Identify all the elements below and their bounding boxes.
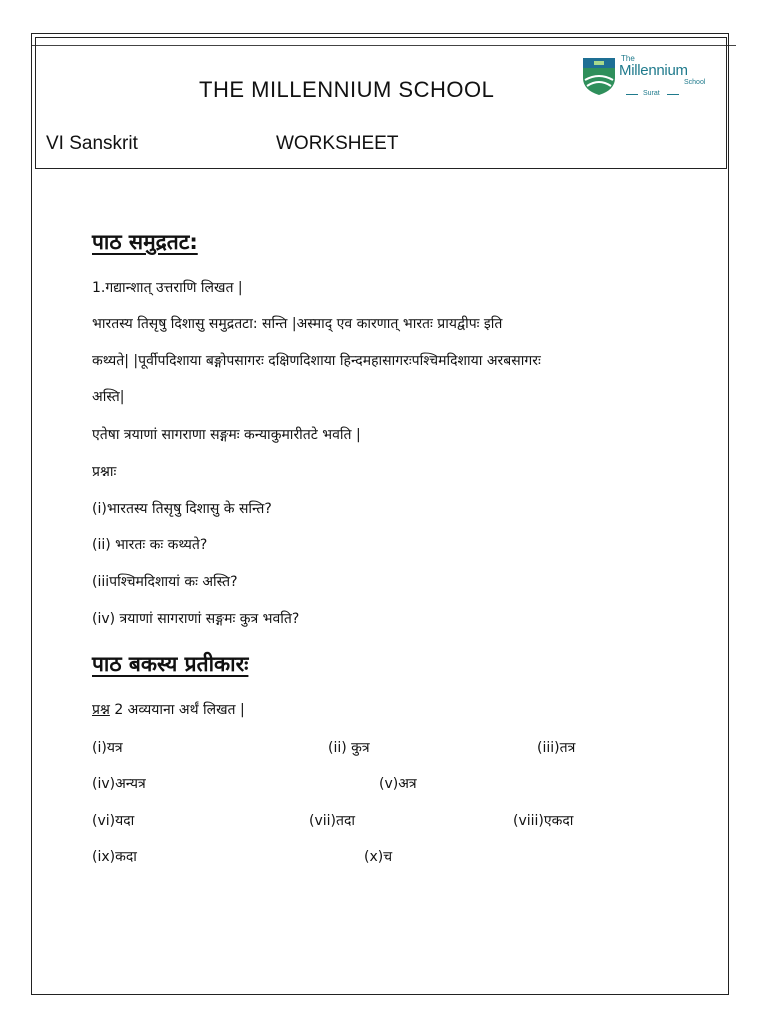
- word-1: (i)यत्र: [92, 740, 123, 756]
- word-2: (ii) कुत्र: [328, 740, 370, 756]
- questions-label: प्रश्नाः: [92, 464, 117, 480]
- logo-name-text: Millennium: [619, 62, 688, 79]
- passage-line-1: भारतस्य तिसृषु दिशासु समुद्रतटा: सन्ति |अस्माद् एव कारणात् भारतः प्रायद्वीपः इति: [92, 316, 503, 332]
- school-logo: [581, 52, 716, 102]
- logo-rule-left: [626, 94, 638, 95]
- section2-heading: पाठ बकस्य प्रतीकारः: [92, 652, 249, 676]
- word-10: (x)च: [364, 849, 393, 865]
- logo-rule-right: [667, 94, 679, 95]
- logo-the-text: The: [621, 54, 635, 63]
- word-5: (v)अत्र: [379, 776, 417, 792]
- section2-question: [92, 700, 245, 719]
- shield-icon: [581, 56, 617, 96]
- question-label: प्रश्न: [92, 702, 110, 718]
- question-4: (iv) त्रयाणां सागराणां सङ्गमः कुत्र भवति?: [92, 611, 300, 627]
- passage-line-3: अस्ति|: [92, 389, 125, 405]
- question-text: 2 अव्ययाना अर्थं लिखत |: [109, 702, 245, 718]
- logo-school-text: School: [684, 79, 706, 86]
- school-title: THE MILLENNIUM SCHOOL: [199, 77, 495, 102]
- worksheet-label: WORKSHEET: [276, 133, 399, 154]
- word-4: (iv)अन्यत्र: [92, 776, 146, 792]
- word-8: (viii)एकदा: [513, 813, 574, 829]
- passage-line-4: एतेषा त्रयाणां सागराणा सङ्गमः कन्याकुमारीतटे भवति |: [92, 427, 361, 443]
- word-7: (vii)तदा: [309, 813, 356, 829]
- question-3: (iiiपश्चिमदिशायां कः अस्ति?: [92, 574, 238, 590]
- passage-line-2: कथ्यते| |पूर्वीपदिशाया बङ्गोपसागरः दक्षिणदिशाया हिन्दमहासागरःपश्चिमदिशाया अरबसागरः: [92, 353, 541, 369]
- word-9: (ix)कदा: [92, 849, 137, 865]
- question-2: (ii) भारतः कः कथ्यते?: [92, 537, 208, 553]
- class-subject-label: VI Sanskrit: [46, 133, 138, 154]
- logo-city-text: Surat: [643, 90, 660, 97]
- section1-heading: पाठ समुद्रतट:: [92, 230, 198, 254]
- word-6: (vi)यदा: [92, 813, 135, 829]
- question-1: (i)भारतस्य तिसृषु दिशासु के सन्ति?: [92, 501, 272, 517]
- section1-instruction: 1.गद्यान्शात् उत्तराणि लिखत |: [92, 280, 243, 296]
- word-3: (iii)तत्र: [537, 740, 576, 756]
